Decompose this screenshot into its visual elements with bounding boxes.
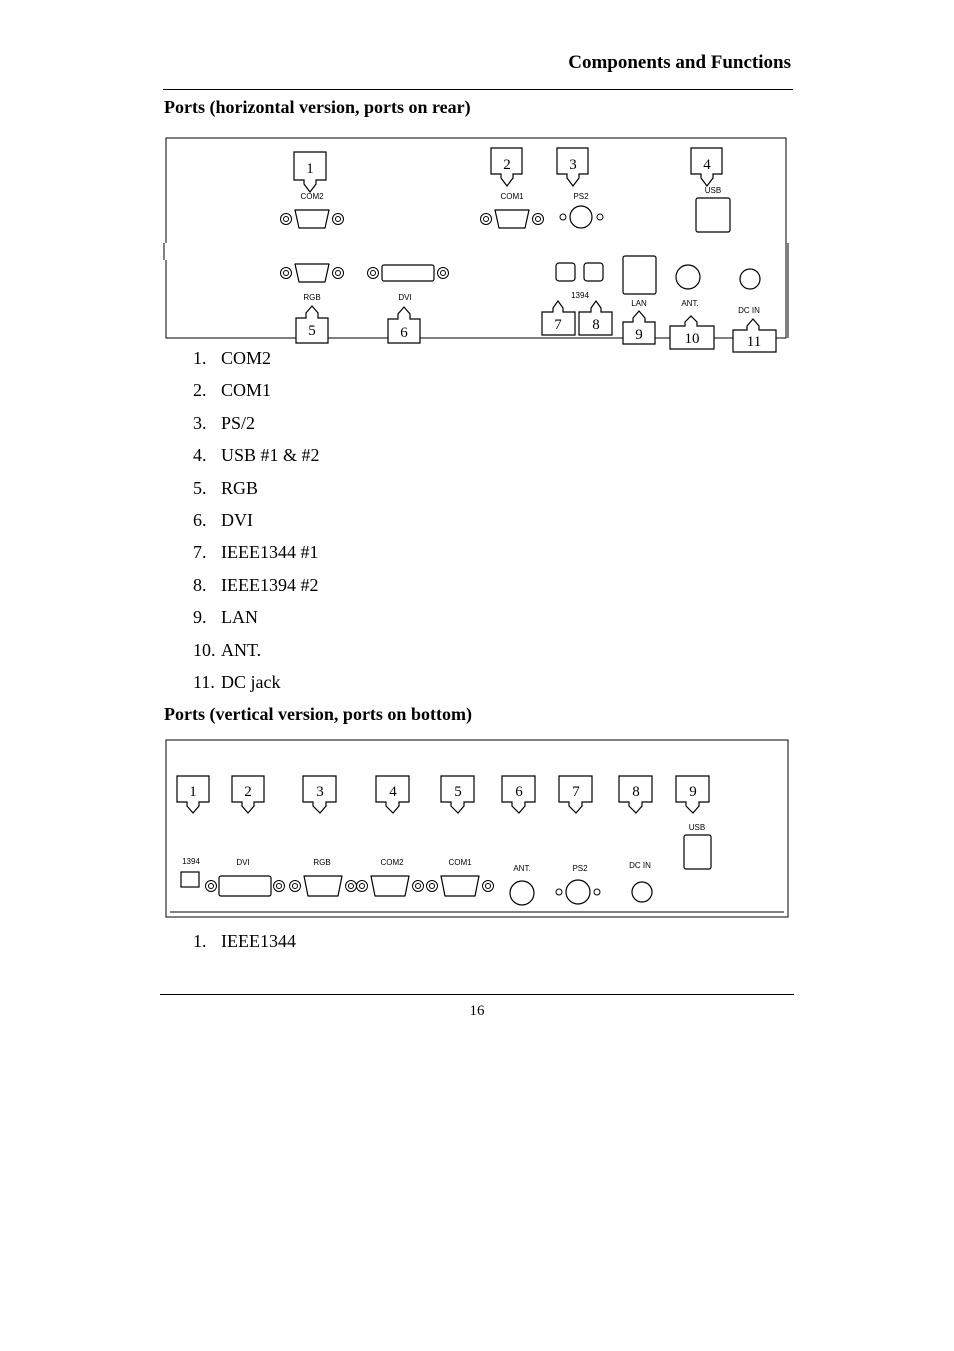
footer-rule (160, 994, 794, 995)
dc-in-port (740, 269, 760, 289)
list-item: 1. COM2 (193, 348, 272, 368)
lan-port-label: LAN (631, 299, 647, 308)
callout-5-number: 5 (454, 784, 462, 800)
com2-port (281, 210, 344, 228)
list-item: 2. COM1 (193, 380, 272, 401)
running-header: Components and Functions (568, 52, 791, 73)
callout-6-number: 6 (515, 784, 523, 800)
list-item: 6. DVI (193, 509, 253, 530)
list-item: 10. ANT. (193, 639, 262, 660)
ieee1394-port-2 (584, 263, 603, 281)
horizontal-ports-diagram (160, 133, 800, 355)
dvi-port-label: DVI (236, 858, 250, 867)
com1-port (427, 876, 494, 896)
ant-port (676, 265, 700, 289)
com1-port-label: COM1 (448, 858, 472, 867)
section-heading-vertical: Ports (vertical version, ports on bottom) (164, 704, 472, 724)
lan-port (623, 256, 656, 294)
horizontal-ports-list (193, 342, 320, 698)
com1-port (481, 210, 544, 228)
page-number: 16 (469, 1003, 485, 1019)
list-item: 8. IEEE1394 #2 (193, 574, 319, 595)
header-rule (163, 89, 793, 90)
vertical-ports-list (193, 925, 296, 957)
list-item: 1. IEEE1344 (193, 931, 296, 951)
usb-port-label: USB (704, 186, 722, 195)
com2-port (357, 876, 424, 896)
usb-port (684, 835, 711, 869)
dvi-port (206, 876, 285, 896)
usb-port (696, 198, 730, 232)
dc-in-port-label: DC IN (629, 861, 651, 870)
callout-7-number: 7 (554, 317, 562, 333)
callout-4-number: 4 (703, 157, 711, 173)
callout-2-number: 2 (503, 157, 511, 173)
ant-port (510, 881, 534, 905)
callout-3-number: 3 (316, 784, 324, 800)
ps2-port-label: PS2 (572, 864, 588, 873)
ant-port-label: ANT. (513, 864, 531, 873)
callout-9-number: 9 (689, 784, 697, 800)
list-item: 4. USB #1 & #2 (193, 445, 320, 466)
section-heading-horizontal: Ports (horizontal version, ports on rear) (164, 97, 471, 117)
rgb-port-label: RGB (303, 293, 321, 302)
callout-7-number: 7 (572, 784, 580, 800)
com1-port-label: COM1 (500, 192, 524, 201)
callout-10-number: 10 (684, 331, 700, 347)
callout-2-number: 2 (244, 784, 252, 800)
dvi-port (368, 265, 449, 281)
callout-8-number: 8 (592, 317, 600, 333)
list-item: 11. DC jack (193, 671, 281, 692)
rgb-port (290, 876, 357, 896)
list-item: 3. PS/2 (193, 412, 256, 433)
vertical-ports-diagram (162, 736, 794, 920)
ieee1394-port-label: 1394 (182, 857, 200, 866)
callout-3-number: 3 (569, 157, 577, 173)
list-item: 7. IEEE1344 #1 (193, 542, 319, 563)
com2-port-label: COM2 (300, 192, 324, 201)
callout-4-number: 4 (389, 784, 397, 800)
ieee1394-port-label: 1394 (571, 291, 589, 300)
callout-8-number: 8 (632, 784, 640, 800)
callout-6-number: 6 (400, 325, 408, 341)
rgb-port-label: RGB (313, 858, 331, 867)
ps2-port-label: PS2 (573, 192, 589, 201)
com2-port-label: COM2 (380, 858, 404, 867)
usb-port-label: USB (688, 823, 706, 832)
ieee1394-port-1 (556, 263, 575, 281)
dc-in-port (632, 882, 652, 902)
list-item: 5. RGB (193, 477, 259, 498)
callout-1-number: 1 (189, 784, 197, 800)
callout-1-number: 1 (306, 161, 314, 177)
ps2-port (560, 206, 603, 228)
rgb-port (281, 264, 344, 282)
list-item: 9. LAN (193, 607, 258, 628)
ant-port-label: ANT. (681, 299, 699, 308)
dc-in-port-label: DC IN (738, 306, 760, 315)
callout-9-number: 9 (635, 327, 643, 343)
ieee1394-port (181, 872, 199, 887)
callout-5-number: 5 (308, 323, 316, 339)
dvi-port-label: DVI (398, 293, 412, 302)
ps2-port (556, 880, 600, 904)
callout-11-number: 11 (746, 334, 762, 350)
